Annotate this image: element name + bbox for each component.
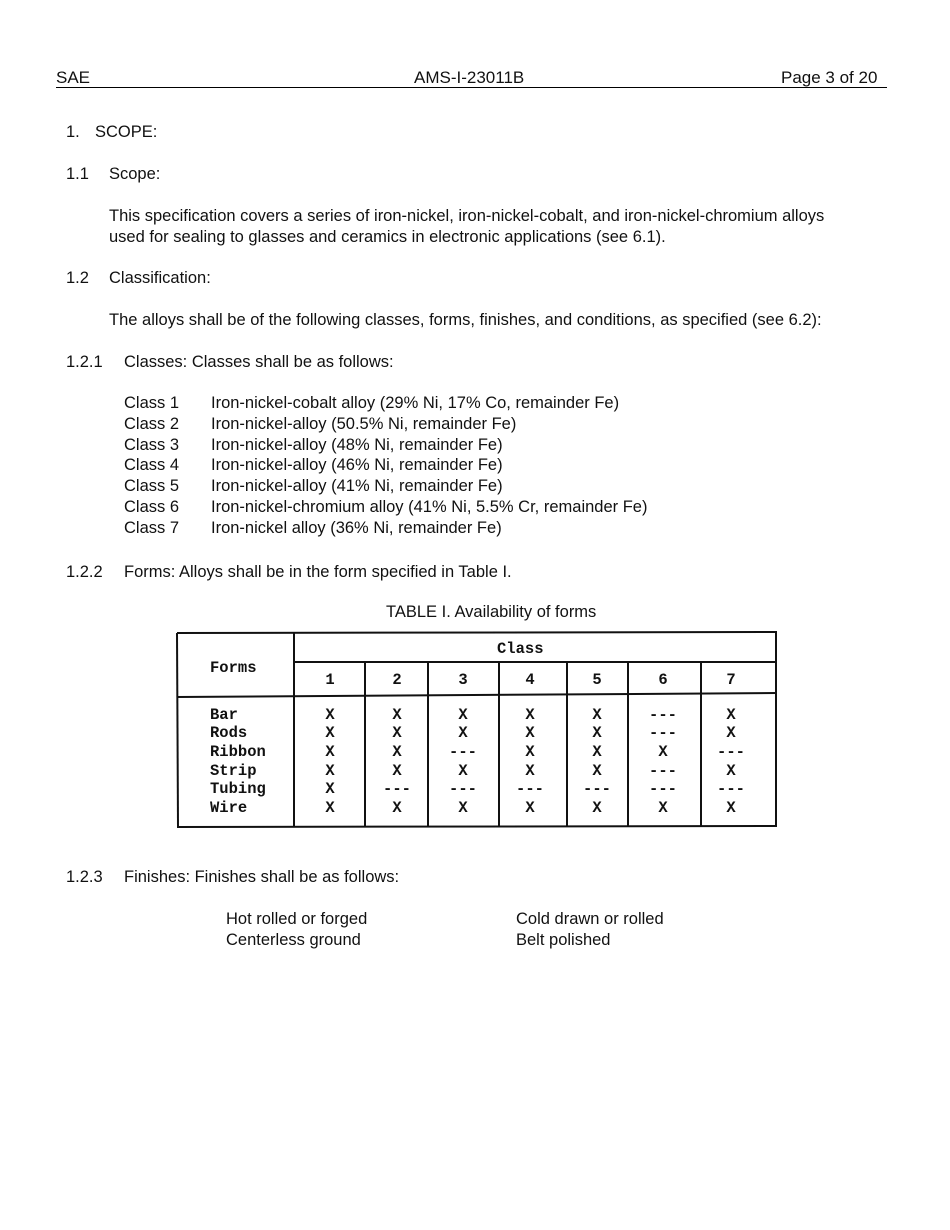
availability-cell: X [325, 762, 335, 780]
form-name-cell: Rods [210, 724, 248, 742]
class-description: Iron-nickel-alloy (48% Ni, remainder Fe) [211, 435, 503, 454]
scope-paragraph-line-1: This specification covers a series of iron-nickel, iron-nickel-cobalt, and iron-nickel-chromium alloys [109, 207, 825, 225]
section-1-2-3-title: Finishes: Finishes shall be as follows: [124, 868, 400, 886]
class-description: Iron-nickel-alloy (46% Ni, remainder Fe) [211, 456, 503, 475]
header-org: SAE [56, 68, 91, 87]
section-1-title: SCOPE: [95, 123, 158, 141]
classification-paragraph: The alloys shall be of the following classes, forms, finishes, and conditions, as specified (see 6.2): [109, 311, 822, 329]
availability-cell: X [458, 799, 468, 817]
class-description: Iron-nickel-alloy (41% Ni, remainder Fe) [211, 477, 503, 496]
availability-cell: X [592, 724, 602, 742]
availability-cell: X [325, 706, 335, 724]
availability-cell: X [726, 724, 736, 742]
form-name-cell: Bar [210, 706, 238, 724]
section-1-1-title: Scope: [109, 165, 161, 183]
availability-cell: --- [449, 743, 477, 761]
section-1-2-2-number: 1.2.2 [66, 563, 103, 581]
section-1-2-number: 1.2 [66, 269, 89, 287]
availability-cell: --- [649, 706, 677, 724]
scope-paragraph-line-2: used for sealing to glasses and ceramics in electronic applications (see 6.1). [109, 228, 666, 246]
availability-cell: X [592, 743, 602, 761]
availability-cell: X [726, 706, 736, 724]
availability-cell: X [392, 799, 402, 817]
class-description: Iron-nickel alloy (36% Ni, remainder Fe) [211, 518, 502, 537]
availability-cell: X [525, 762, 535, 780]
availability-cell: X [458, 724, 468, 742]
class-label: Class 1 [124, 394, 180, 412]
finish-item: Belt polished [516, 931, 611, 949]
class-number-header: 5 [592, 671, 602, 689]
class-description: Iron-nickel-chromium alloy (41% Ni, 5.5% Cr, remainder Fe) [211, 497, 648, 516]
form-name-cell: Tubing [210, 780, 266, 798]
class-number-header: 6 [658, 671, 668, 689]
class-label: Class 6 [124, 497, 180, 516]
header-doc-number: AMS-I-23011B [414, 68, 525, 87]
availability-cell: --- [516, 780, 544, 798]
section-1-2-title: Classification: [109, 269, 211, 287]
availability-cell: X [325, 724, 335, 742]
section-1-1-number: 1.1 [66, 165, 89, 183]
availability-cell: --- [649, 762, 677, 780]
availability-cell: --- [649, 780, 677, 798]
availability-cell: X [325, 780, 335, 798]
class-description: Iron-nickel-alloy (50.5% Ni, remainder Fe) [211, 414, 517, 433]
availability-cell: X [726, 799, 736, 817]
availability-cell: X [392, 706, 402, 724]
availability-cell: X [592, 799, 602, 817]
form-name-cell: Wire [210, 799, 248, 817]
class-number-header: 2 [392, 671, 402, 689]
availability-cell: X [592, 762, 602, 780]
availability-cell: X [592, 706, 602, 724]
class-label: Class 7 [124, 518, 180, 537]
availability-cell: X [458, 762, 468, 780]
availability-cell: X [726, 762, 736, 780]
class-label: Class 3 [124, 435, 180, 454]
availability-cell: X [525, 724, 535, 742]
finish-item: Hot rolled or forged [226, 910, 368, 928]
section-1-2-1-number: 1.2.1 [66, 353, 103, 371]
availability-cell: --- [583, 780, 611, 798]
class-label: Class 2 [124, 414, 180, 433]
form-name-cell: Ribbon [210, 743, 266, 761]
class-header: Class [497, 640, 544, 658]
availability-cell: X [392, 743, 402, 761]
section-1-number: 1. [66, 123, 80, 141]
availability-cell: X [325, 743, 335, 761]
forms-header: Forms [210, 659, 257, 677]
class-number-header: 4 [525, 671, 535, 689]
availability-cell: X [525, 706, 535, 724]
class-label: Class 4 [124, 456, 180, 475]
finish-item: Centerless ground [226, 931, 361, 949]
availability-cell: X [525, 799, 535, 817]
section-1-2-1-title: Classes: Classes shall be as follows: [124, 353, 394, 371]
class-number-header: 7 [726, 671, 736, 689]
class-number-header: 1 [325, 671, 335, 689]
availability-cell: X [658, 743, 668, 761]
availability-cell: --- [649, 724, 677, 742]
availability-cell: X [392, 724, 402, 742]
table-caption: TABLE I. Availability of forms [386, 603, 597, 621]
availability-cell: X [458, 706, 468, 724]
availability-cell: --- [717, 743, 745, 761]
finish-item: Cold drawn or rolled [516, 910, 664, 928]
availability-cell: --- [383, 780, 411, 798]
forms-availability-table [176, 630, 777, 828]
availability-cell: X [525, 743, 535, 761]
header-page-number: Page 3 of 20 [781, 68, 878, 87]
availability-cell: --- [449, 780, 477, 798]
class-label: Class 5 [124, 477, 180, 496]
availability-cell: X [658, 799, 668, 817]
form-name-cell: Strip [210, 762, 257, 780]
availability-cell: X [392, 762, 402, 780]
class-description: Iron-nickel-cobalt alloy (29% Ni, 17% Co, remainder Fe) [211, 394, 620, 412]
section-1-2-3-number: 1.2.3 [66, 868, 103, 886]
class-number-header: 3 [458, 671, 468, 689]
availability-cell: X [325, 799, 335, 817]
section-1-2-2-title: Forms: Alloys shall be in the form specified in Table I. [124, 563, 512, 581]
availability-cell: --- [717, 780, 745, 798]
